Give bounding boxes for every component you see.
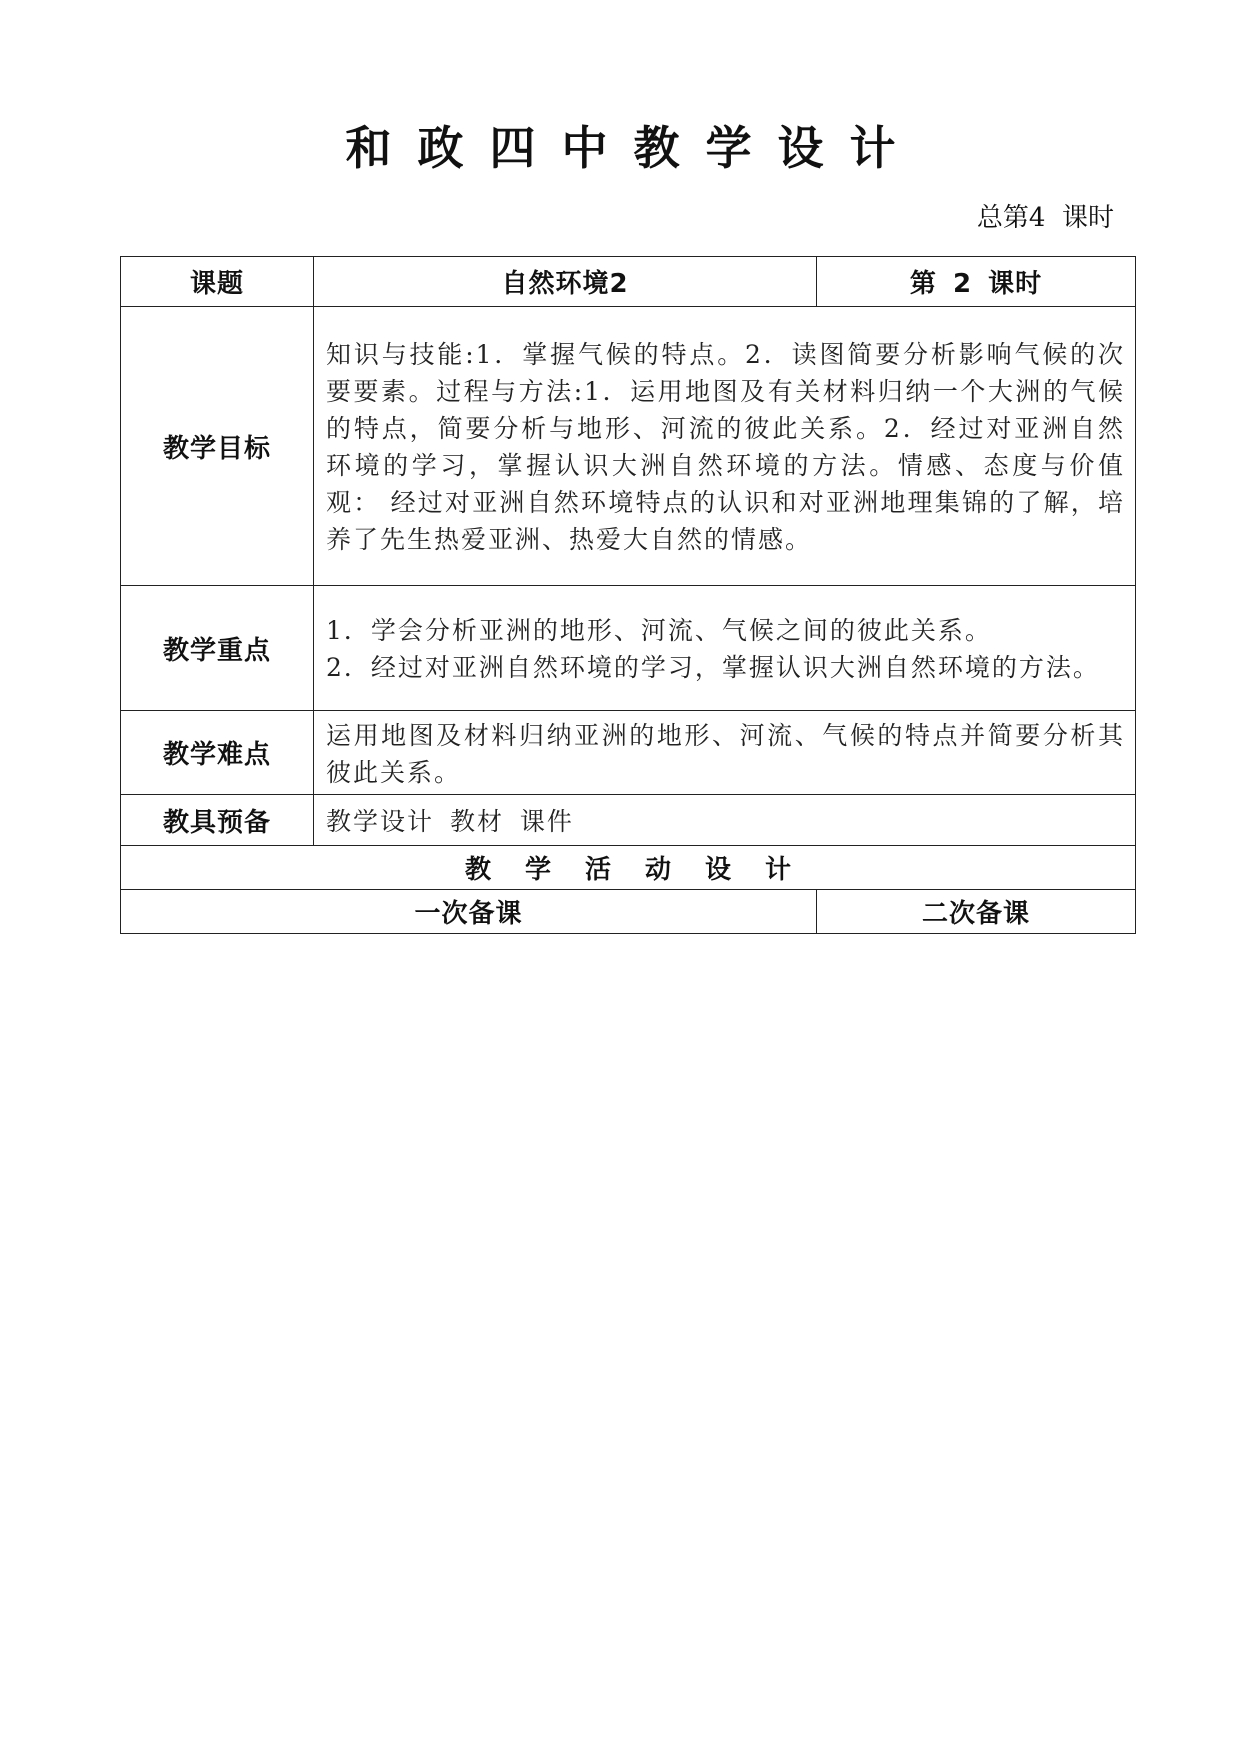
- total-period-count: 总第4 课时: [976, 203, 1114, 233]
- lesson-plan-table: [120, 256, 1136, 934]
- key-point-line: 2．经过对亚洲自然环境的学习，掌握认识大洲自然环境的方法。: [326, 653, 1100, 682]
- second-preparation-heading: 二次备课: [817, 890, 1136, 934]
- key-points-cell: [314, 586, 1136, 711]
- table-row: [121, 307, 1136, 586]
- document-title: 和政四中教学设计: [345, 121, 922, 175]
- period-label: 第 2 课时: [817, 257, 1136, 307]
- topic-label: 课题: [121, 257, 314, 307]
- topic-value: 自然环境2: [314, 257, 817, 307]
- objectives-label: 教学目标: [121, 307, 314, 586]
- table-row: [121, 711, 1136, 795]
- difficulties-label: 教学难点: [121, 711, 314, 795]
- table-row: [121, 846, 1136, 890]
- tools-label: 教具预备: [121, 795, 314, 846]
- tools-text: 教学设计 教材 课件: [314, 795, 1136, 846]
- table-row: [121, 795, 1136, 846]
- activity-design-heading: 教学活动设计: [121, 846, 1136, 890]
- table-row: [121, 586, 1136, 711]
- key-point-line: 1．学会分析亚洲的地形、河流、气候之间的彼此关系。: [326, 616, 992, 645]
- difficulties-text: 运用地图及材料归纳亚洲的地形、河流、气候的特点并简要分析其彼此关系。: [314, 711, 1136, 795]
- table-row: [121, 890, 1136, 934]
- first-preparation-heading: 一次备课: [121, 890, 817, 934]
- objectives-text: 知识与技能:1．掌握气候的特点。2．读图简要分析影响气候的次要要素。过程与方法:1．运用地图及有关材料归纳一个大洲的气候的特点，简要分析与地形、河流的彼此关系。2．经过对亚洲自然环境的学习，掌握认识大洲自然环境的方法。情感、态度与价值观： 经过对亚洲自然环境特点的认识和对亚洲地理集锦的了解，培养了先生热爱亚洲、热爱大自然的情感。: [314, 307, 1136, 586]
- table-row: [121, 257, 1136, 307]
- key-points-label: 教学重点: [121, 586, 314, 711]
